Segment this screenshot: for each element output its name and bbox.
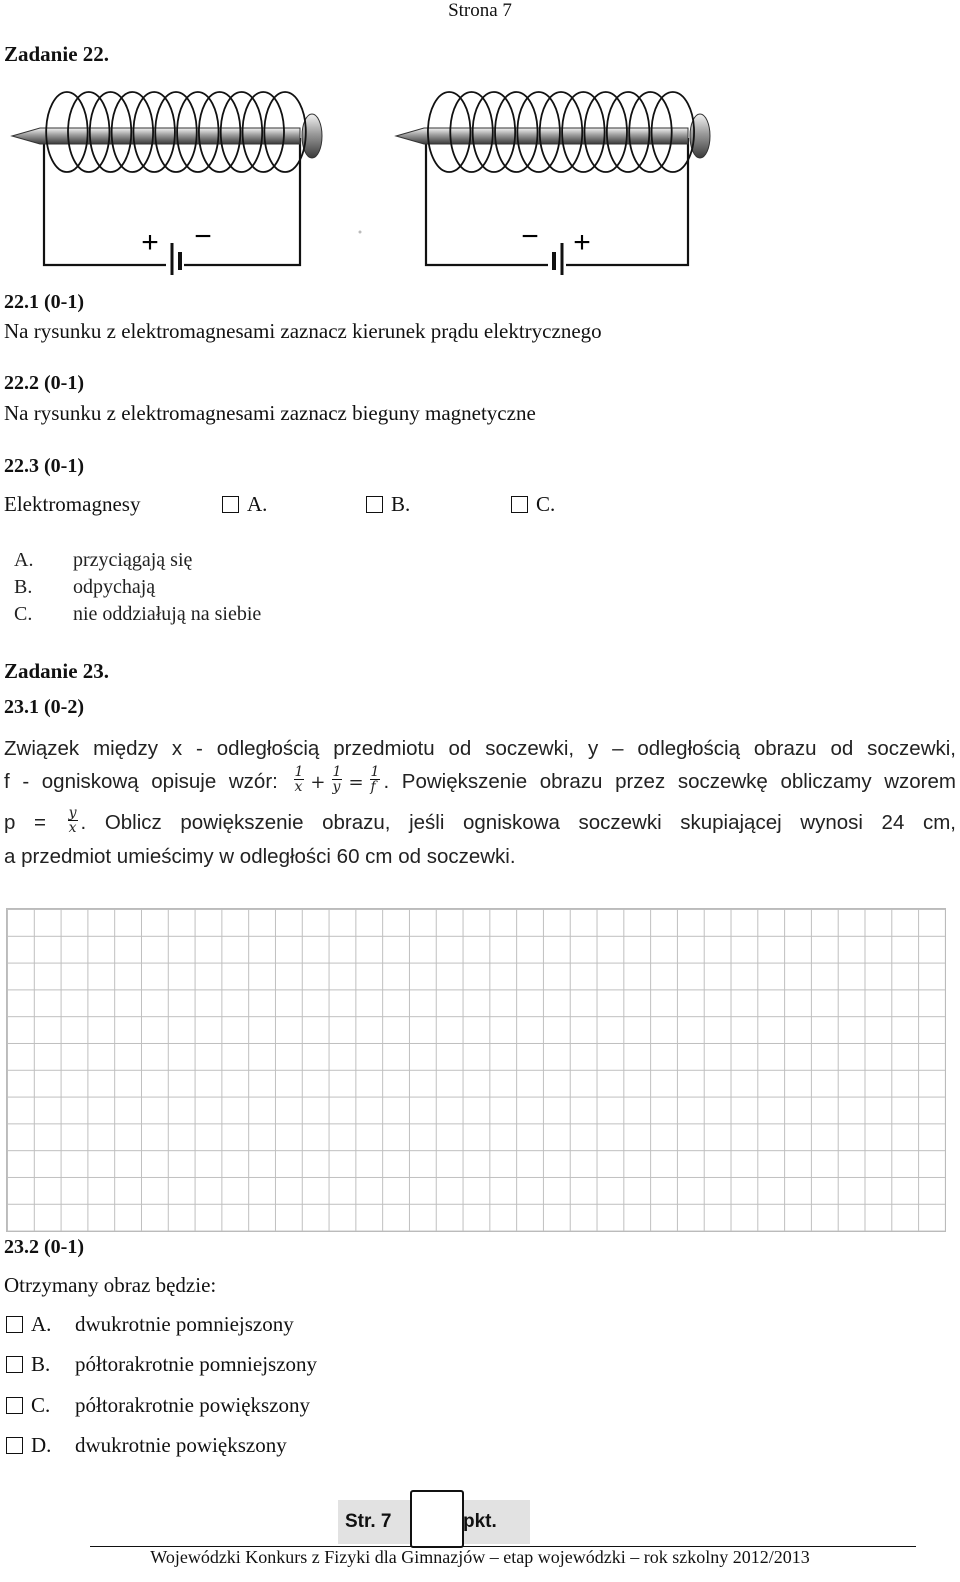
checkbox-icon[interactable] (6, 1356, 23, 1373)
task-23-title: Zadanie 23. (4, 659, 110, 683)
points-label: pkt. (463, 1511, 497, 1532)
option-row[interactable]: A. dwukrotnie pomniejszony (6, 1312, 294, 1337)
checkbox-icon[interactable] (511, 496, 528, 513)
fraction-1-over-x: $\frac{1}{x}$ (294, 764, 304, 796)
paragraph-line-2: f - ogniskową opisuje wzór: $\frac{1}{x}$ + $\frac{1}{y}$ = $\frac{1}{f}$ . Powiększenie obrazu przez soczewkę obliczamy wzorem (4, 764, 956, 796)
option-letter: A. (14, 549, 34, 571)
option-row[interactable]: C. półtorakrotnie powiększony (6, 1393, 310, 1418)
page-score-label: Str. 7 (345, 1511, 392, 1532)
question-23-2-prompt: Otrzymany obraz będzie: (4, 1273, 217, 1297)
option-letter: B. (14, 576, 33, 598)
page-number: Strona 7 (448, 0, 512, 21)
question-22-1-label: 22.1 (0-1) (4, 291, 84, 313)
minus-sign-right: − (521, 220, 539, 253)
nail-shaft (396, 128, 688, 144)
option-letter: C. (14, 603, 33, 625)
question-22-3-label: 22.3 (0-1) (4, 455, 84, 477)
answer-grid[interactable] (6, 908, 946, 1232)
fraction-1-over-f: $\frac{1}{f}$ (370, 764, 380, 796)
checkbox-icon[interactable] (6, 1316, 23, 1333)
option-text: przyciągają się (73, 549, 193, 571)
checkbox-icon[interactable] (222, 496, 239, 513)
task-22-title: Zadanie 22. (4, 42, 110, 66)
choice-a[interactable]: A. (222, 492, 267, 517)
question-22-2-label: 22.2 (0-1) (4, 372, 84, 394)
checkbox-icon[interactable] (366, 496, 383, 513)
question-22-2-text: Na rysunku z elektromagnesami zaznacz bieguny magnetyczne (4, 401, 536, 425)
question-22-3-prompt: Elektromagnesy (4, 492, 141, 516)
plus-sign-right: + (573, 226, 591, 259)
option-text: nie oddziałują na siebie (73, 603, 262, 625)
right-electromagnet (396, 92, 710, 275)
score-input-box[interactable] (410, 1490, 464, 1548)
paragraph-line-3: p = $\frac{y}{x}$ . Oblicz powiększenie obrazu, jeśli ogniskowa soczewki skupiającej wynosi 24 cm, (4, 805, 956, 837)
left-electromagnet (12, 92, 322, 275)
option-text: odpychają (73, 576, 156, 598)
checkbox-icon[interactable] (6, 1397, 23, 1414)
choice-b[interactable]: B. (366, 492, 410, 517)
minus-sign-left: − (194, 220, 212, 253)
choice-c[interactable]: C. (511, 492, 555, 517)
option-row[interactable]: B. półtorakrotnie pomniejszony (6, 1352, 317, 1377)
checkbox-icon[interactable] (6, 1437, 23, 1454)
fraction-y-over-x: $\frac{y}{x}$ (68, 805, 77, 837)
paragraph-line-1: Związek między x - odległością przedmiotu od soczewki, y – odległością obrazu od soczewki, (4, 737, 956, 760)
electromagnet-figure (0, 80, 960, 275)
question-22-1-text: Na rysunku z elektromagnesami zaznacz kierunek prądu elektrycznego (4, 319, 602, 343)
paragraph-line-4: a przedmiot umieścimy w odległości 60 cm od soczewki. (4, 845, 516, 868)
footer-text: Wojewódzki Konkurs z Fizyki dla Gimnazjów – etap wojewódzki – rok szkolny 2012/2013 (150, 1547, 810, 1567)
fraction-1-over-y: $\frac{1}{y}$ (332, 764, 342, 796)
plus-sign-left: + (141, 226, 159, 259)
option-row[interactable]: D. dwukrotnie powiększony (6, 1433, 287, 1458)
question-23-1-label: 23.1 (0-2) (4, 696, 84, 718)
question-23-2-label: 23.2 (0-1) (4, 1236, 84, 1258)
